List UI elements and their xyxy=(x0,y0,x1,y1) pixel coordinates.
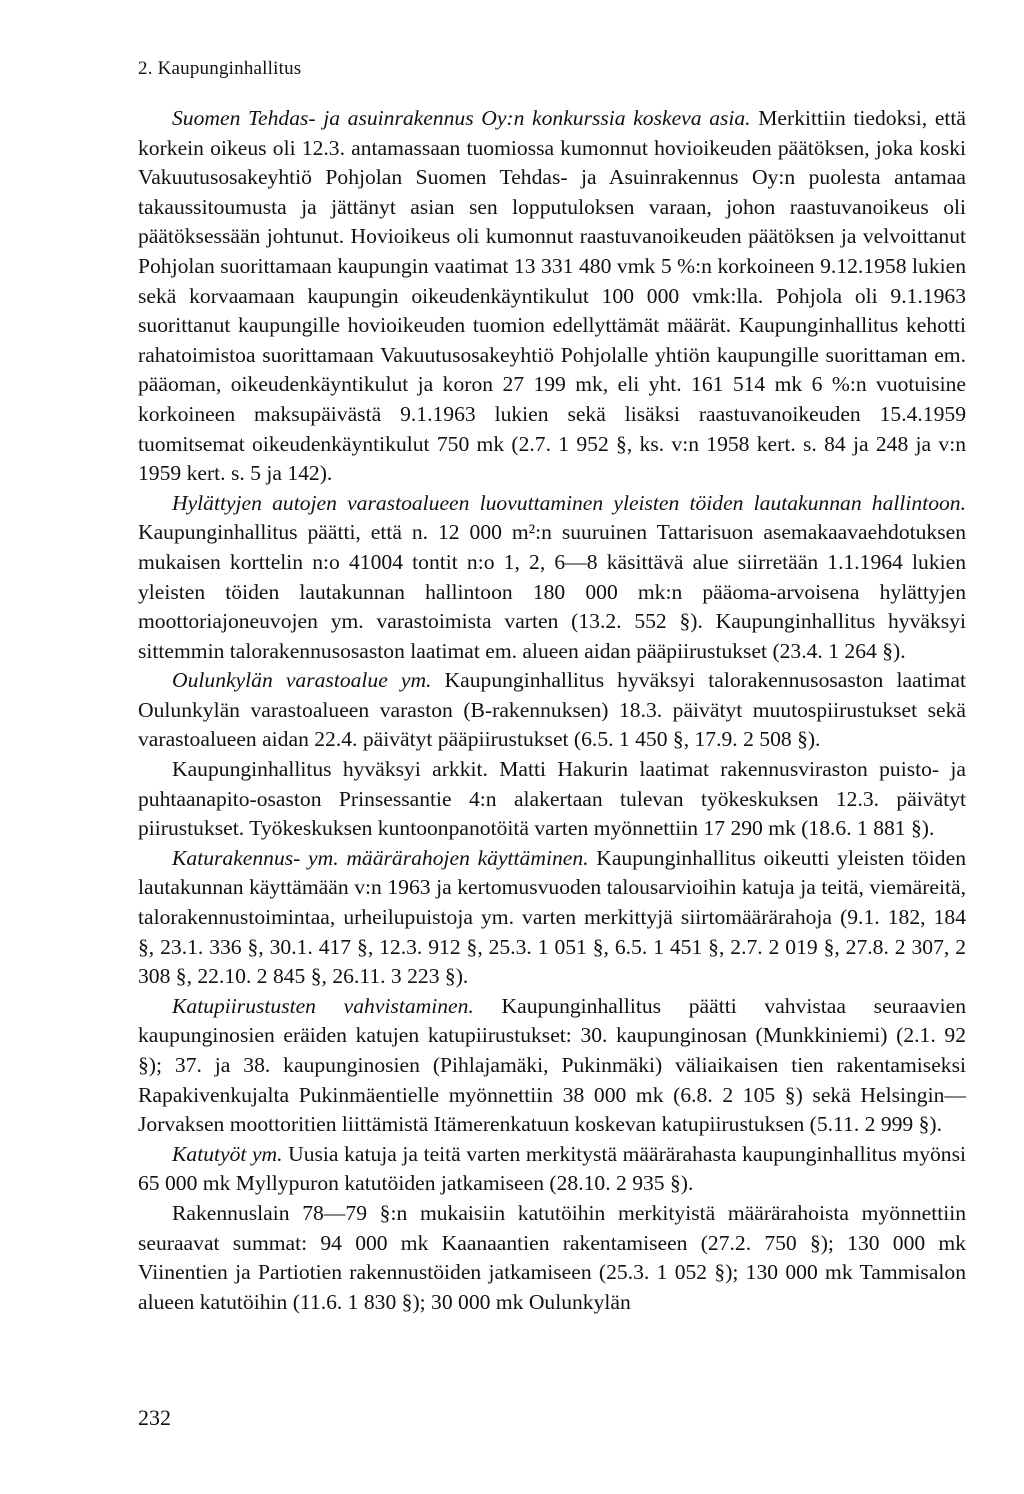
paragraph-heading: Katupiirustusten vahvistaminen. xyxy=(172,993,474,1018)
paragraph-heading: Katurakennus- ym. määrärahojen käyttäminen. xyxy=(172,845,589,870)
paragraph-katupiirustukset xyxy=(138,992,966,1140)
paragraph-body: Rakennuslain 78—79 §:n mukaisiin katutöihin merkityistä määrärahoista myönnettiin seuraavat summat: 94 000 mk Kaanaantien rakentamiseen (27.2. 750 §); 130 000 mk Viinentien ja Partiotien rakennustöiden jatkamiseen (25.3. 1 052 §); 130 000 mk Tammisalon alueen katutöihin (11.6. 1 830 §); 30 000 mk Oulunkylän xyxy=(138,1200,966,1314)
running-head: 2. Kaupunginhallitus xyxy=(138,58,302,79)
paragraph-oulunkyla xyxy=(138,666,966,755)
paragraph-heading: Hylättyjen autojen varastoalueen luovuttaminen yleisten töiden lautakunnan hallintoon. xyxy=(172,490,966,515)
paragraph-varastoalue xyxy=(138,489,966,667)
page-number: 232 xyxy=(138,1405,171,1430)
paragraph-rakennuslaki xyxy=(138,1199,966,1317)
paragraph-body: Kaupunginhallitus oikeutti yleisten töiden lautakunnan käyttämään v:n 1963 ja kertomusvuoden talousarvioihin katuja ja teitä, viemäreitä, talorakennustoimintaa, urheilupuistoja ym. varten merkittyjä siirtomäärärahoja (9.1. 182, 184 §, 23.1. 336 §, 30.1. 417 §, 12.3. 912 §, 25.3. 1 051 §, 6.5. 1 451 §, 2.7. 2 019 §, 27.8. 2 307, 2 308 §, 22.10. 2 845 §, 26.11. 3 223 §). xyxy=(138,845,966,989)
paragraph-katutyot xyxy=(138,1140,966,1199)
paragraph-konkurssi xyxy=(138,104,966,489)
paragraph-body: Kaupunginhallitus päätti vahvistaa seuraavien kaupunginosien eräiden katujen katupiirustukset: 30. kaupunginosan (Munkkiniemi) (2.1. 92 §); 37. ja 38. kaupunginosien (Pihlajamäki, Pukinmäki) väliaikaisen tien rakentamiseksi Rapakivenkujalta Pukinmäentielle myönnettiin 38 000 mk (6.8. 2 105 §) sekä Helsingin—Jorvaksen moottoritien liittämistä Itämerenkatuun koskevan katupiirustuksen (5.11. 2 999 §). xyxy=(138,993,966,1137)
paragraph-body: Kaupunginhallitus hyväksyi arkkit. Matti Hakurin laatimat rakennusviraston puisto- ja puhtaanapito-osaston Prinsessantie 4:n alakertaan tulevan työkeskuksen 12.3. päivätyt piirustukset. Työkeskuksen kuntoonpanotöitä varten myönnettiin 17 290 mk (18.6. 1 881 §). xyxy=(138,757,966,841)
body-text xyxy=(138,104,966,1317)
paragraph-maararahat xyxy=(138,844,966,992)
paragraph-heading: Suomen Tehdas- ja asuinrakennus Oy:n konkurssia koskeva asia. xyxy=(172,106,751,130)
paragraph-tyokeskus xyxy=(138,755,966,844)
paragraph-body: Merkittiin tiedoksi, että korkein oikeus oli 12.3. antamassaan tuomiossa kumonnut hovioikeuden päätöksen, joka koski Vakuutusosakeyhtiö Pohjolan Suomen Tehdas- ja Asuinrakennus Oy:n puolesta antamaa takaussitoumusta ja jättänyt asian sen lopputuloksen varaan, johon raastuvanoikeus oli päätöksessään johtunut. Hovioikeus oli kumonnut raastuvanoikeuden päätöksen ja velvoittanut Pohjolan suorittamaan kaupungin vaatimat 13 331 480 vmk 5 %:n korkoineen 9.12.1958 lukien sekä korvaamaan kaupungin oikeudenkäyntikulut 100 000 vmk:lla. Pohjola oli 9.1.1963 suorittanut kaupungille hovioikeuden tuomion edellyttämät määrät. Kaupunginhallitus kehotti rahatoimistoa suorittamaan Vakuutusosakeyhtiö Pohjolalle yhtiön kaupungille suorittaman em. pääoman, oikeudenkäyntikulut ja koron 27 199 mk, eli yht. 161 514 mk 6 %:n vuotuisine korkoineen maksupäivästä 9.1.1963 lukien sekä lisäksi raastuvanoikeuden 15.4.1959 tuomitsemat oikeudenkäyntikulut 750 mk (2.7. 1 952 §, ks. v:n 1958 kert. s. 84 ja 248 ja v:n 1959 kert. s. 5 ja 142). xyxy=(138,106,966,486)
paragraph-body: Kaupunginhallitus hyväksyi talorakennusosaston laatimat Oulunkylän varastoalueen varaston (B-rakennuksen) 18.3. päivätyt muutospiirustukset sekä varastoalueen aidan 22.4. päivätyt pääpiirustukset (6.5. 1 450 §, 17.9. 2 508 §). xyxy=(138,668,966,752)
paragraph-heading: Oulunkylän varastoalue ym. xyxy=(172,668,432,693)
paragraph-body: Uusia katuja ja teitä varten merkitystä määrärahasta kaupunginhallitus myönsi 65 000 mk Myllypuron katutöiden jatkamiseen (28.10. 2 935 §). xyxy=(138,1141,967,1196)
paragraph-heading: Katutyöt ym. xyxy=(172,1141,283,1166)
paragraph-body: Kaupunginhallitus päätti, että n. 12 000 m²:n suuruinen Tattarisuon asemakaavaehdotuksen mukaisen korttelin n:o 41004 tontit n:o 1, 2, 6—8 käsittävä alue siirretään 1.1.1964 lukien yleisten töiden lautakunnan hallintoon 180 000 mk:n pääoma-arvoisena hylättyjen moottoriajoneuvojen ym. varastoimista varten (13.2. 552 §). Kaupunginhallitus hyväksyi sittemmin talorakennusosaston laatimat em. alueen aidan pääpiirustukset (23.4. 1 264 §). xyxy=(138,520,966,663)
